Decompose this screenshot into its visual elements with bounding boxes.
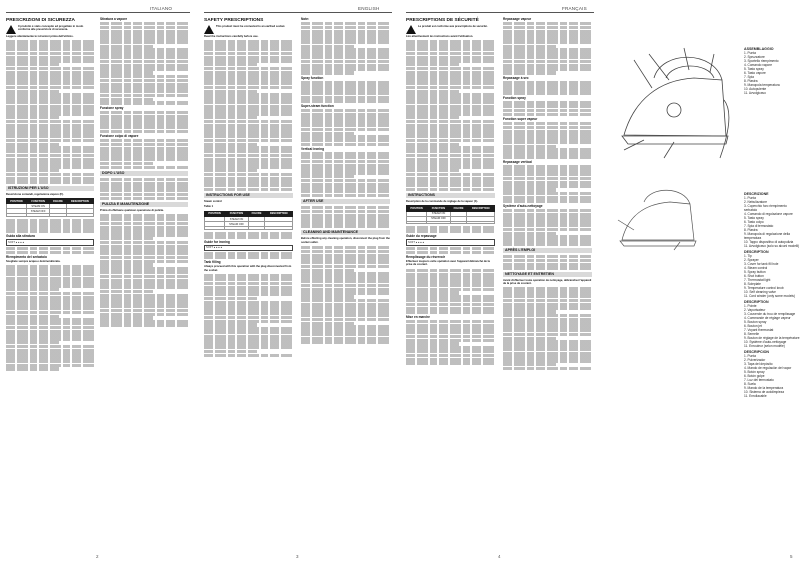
table-cell: [225, 227, 249, 229]
text-line: [406, 361, 495, 364]
text-line: [6, 230, 94, 233]
page-language-label: ITALIANO: [150, 6, 173, 11]
legend-heading: DESCRIZIONE: [744, 192, 769, 196]
column-right: [301, 16, 390, 551]
legend-item: 3. Couvercle du trou de remplissage: [744, 312, 796, 316]
section-title: Funzione spray: [100, 105, 124, 110]
legend-item: 11. Avvolgicavo (solo su alcuni modelli): [744, 244, 800, 248]
legend-item: 5. Tasto spray: [744, 67, 764, 71]
column-left: [6, 16, 94, 551]
text-line: [301, 225, 390, 228]
legend-item: 11. Avvolgicavo: [744, 91, 766, 95]
section-title: Système d'auto-nettoyage: [503, 203, 543, 208]
text-line: [503, 113, 592, 116]
legend-heading: DESCRIPTION: [744, 250, 769, 254]
paragraph-row: [204, 25, 293, 34]
table-header-cell: POSITION: [407, 206, 427, 211]
section-title: INSTRUCTIONS: [406, 193, 495, 198]
legend-item: 8. Semelle: [744, 332, 760, 336]
section-title: Spray function: [301, 75, 324, 80]
section-title: Repassage à sec: [503, 75, 529, 80]
column-right: [100, 16, 188, 551]
table-header-cell: POSITION: [205, 211, 225, 216]
legend-item: 6. Botón golpe: [744, 374, 765, 378]
section-title: DOPO L'USO: [100, 171, 188, 176]
legend-item: 10. Tappo dispositivo di autopulizia: [744, 240, 794, 244]
table-cell: STEAM OFF: [225, 222, 249, 227]
table-cell: STEAM OFF: [427, 216, 451, 221]
table-row: [7, 214, 94, 216]
legend-item: 11. Cord winder (only some models): [744, 294, 795, 298]
text-line: [406, 310, 495, 313]
legend-heading: DESCRIPCION: [744, 350, 769, 354]
section-title: Note:: [301, 17, 310, 21]
paragraph-row: [100, 209, 188, 213]
header-rule: [204, 12, 392, 13]
legend-item: 8. Suela: [744, 382, 756, 386]
legend-item: 5. Botón spray: [744, 370, 765, 374]
legend-item: 4. Mando de regulación del vapor: [744, 366, 792, 370]
section-title: Fonction spray: [503, 96, 526, 101]
table-cell: [26, 214, 49, 216]
header-rule: [6, 12, 190, 13]
table-cell: STEAM ON: [26, 204, 49, 209]
text-line: [100, 197, 188, 200]
legend-item: 2. Vaporisateur: [744, 308, 766, 312]
paragraph-row: [204, 35, 293, 39]
table-cell: [467, 222, 495, 224]
table-cell: [7, 214, 27, 216]
legend-item: 1. Tip: [744, 254, 752, 258]
section-title: Riempimento del serbatoio: [6, 254, 47, 259]
paragraph: Before effecting any cleaning operation, disconnect the plug from the socket outlet.: [301, 237, 390, 244]
legend-item: 10. Sistema de autolimpieza: [744, 390, 785, 394]
text-line: [204, 354, 293, 357]
warning-icon: [6, 25, 16, 34]
text-line: [301, 340, 390, 343]
text-line: [503, 266, 592, 269]
text-line: [204, 188, 293, 191]
page-illustration: [604, 0, 802, 567]
table-header-cell: FUNCTION: [427, 206, 451, 211]
page-number-right: 5: [790, 554, 793, 559]
table-header-cell: POSITION: [7, 198, 27, 203]
column-left: [406, 16, 495, 551]
table-header-cell: FIGURE: [248, 211, 265, 216]
table-cell: [427, 222, 451, 224]
page-language-label: FRANÇAIS: [562, 6, 587, 11]
legend-top: [744, 45, 800, 95]
paragraph-row: [204, 200, 293, 204]
steam-settings-table: [6, 198, 94, 217]
section-title: AFTER USE: [301, 199, 390, 204]
legend-item: 2. Spruzzatore: [744, 55, 765, 59]
legend-item: 8. Soleplate: [744, 282, 761, 286]
steam-settings-table: [406, 205, 495, 224]
table-header-cell: FUNCTION: [26, 198, 49, 203]
text-line: [204, 235, 293, 238]
page-english: [200, 0, 395, 567]
paragraph: Le produit est conforme aux prescriptions de sécurité.: [418, 25, 488, 28]
text-line: [100, 101, 188, 104]
section-title: ISTRUZIONI PER L'USO: [6, 186, 94, 191]
paragraph: Table 1: [204, 205, 214, 209]
text-line: [6, 180, 94, 183]
text-line: [301, 143, 390, 146]
steam-settings-table: [204, 211, 293, 230]
ironing-guide-key: SOFT ● ● ● ●: [6, 239, 94, 245]
legend-item: 9. Bouton de réglage de la température: [744, 336, 800, 340]
section-title: Mise en marche: [406, 314, 430, 319]
legend-item: 3. Coperchio foro riempimento serbatoio: [744, 204, 787, 212]
section-title: SAFETY PRESCRIPTIONS: [204, 18, 264, 23]
legend-item: 3. Sportello riempimento: [744, 59, 779, 63]
iron-cord: [720, 100, 729, 158]
legend-heading: ASSEMBLAGGIO: [744, 47, 774, 51]
paragraph-row: [503, 279, 592, 287]
legend-item: 5. Tasto spray: [744, 216, 764, 220]
section-title: INSTRUCTIONS FOR USE: [204, 193, 293, 198]
paragraph-row: [406, 200, 495, 204]
paragraph: This product must be connected to an earthed socket.: [216, 25, 286, 28]
legend-item: 1. Pointe: [744, 304, 757, 308]
paragraph: Description de la commande de réglage de la vapeur (1).: [406, 200, 478, 204]
legend-item: 9. Manopola di regolazione della temperatura: [744, 232, 790, 240]
section-title: Tank filling: [204, 260, 221, 265]
legend-item: 9. Manopola temperatura: [744, 83, 780, 87]
table-row: [205, 227, 293, 229]
section-title: Funzione colpo di vapore: [100, 134, 139, 139]
legend-item: 2. Sprayer: [744, 258, 759, 262]
legend-item: 5. Spray button: [744, 270, 766, 274]
section-title: Vertical ironing: [301, 147, 325, 152]
page-language-label: ENGLISH: [358, 6, 380, 11]
table-header-cell: DESCRIPTION: [265, 211, 293, 216]
paragraph: Descrizione comandi, regolazione vapore (F).: [6, 192, 64, 196]
section-title: Guide for ironing: [204, 239, 230, 244]
section-title: Super-steam function: [301, 103, 334, 108]
paragraph: Read the instructions carefully before use.: [204, 35, 259, 38]
text-line: [406, 188, 495, 191]
table-row: [407, 222, 495, 224]
paragraph-row: [204, 205, 293, 209]
header-rule: [406, 12, 594, 13]
paragraph: Steam control: [204, 200, 222, 204]
section-title: Guide du repassage: [406, 234, 437, 239]
text-line: [301, 194, 390, 197]
section-title: NETTOYAGE ET ENTRETIEN: [503, 272, 592, 277]
legend-item: 7. Spia: [744, 75, 754, 79]
paragraph-row: [406, 35, 495, 39]
legend-item: 4. Commande de réglage vapeur: [744, 316, 791, 320]
section-title: Fonction super vapeur: [503, 117, 538, 122]
text-line: [503, 199, 592, 202]
table-cell: [248, 227, 265, 229]
legend-item: 2. Pulverizador: [744, 358, 766, 362]
text-line: [100, 166, 188, 169]
column-right: [503, 16, 592, 551]
iron-illustration: [614, 40, 734, 170]
legend-item: 10. Self cleaning valve: [744, 290, 776, 294]
iron-handle: [654, 57, 722, 80]
legend-item: 5. Bouton spray: [744, 320, 767, 324]
paragraph: Leggere attentamente le istruzioni prima dell'utilizzo.: [6, 35, 74, 38]
legend-item: 7. Spia di termostato: [744, 224, 774, 228]
legend-descriptions: [744, 190, 800, 398]
temperature-knob: [667, 103, 681, 117]
warning-icon: [406, 25, 416, 34]
text-line: [204, 256, 293, 259]
table-header-cell: FIGURE: [450, 206, 467, 211]
table-cell: [407, 222, 427, 224]
paragraph-row: [6, 35, 94, 39]
page-italiano: [0, 0, 193, 567]
section-title: CLEANING AND MAINTENANCE: [301, 230, 390, 235]
text-line: [301, 71, 354, 74]
legend-item: 4. Comando di regolazione vapore: [744, 212, 793, 216]
table-cell: STEAM ON: [427, 211, 451, 216]
legend-item: 10. Système d'auto-nettoyage: [744, 340, 787, 344]
table-cell: STEAM ON: [225, 217, 249, 222]
table-cell: STEAM OFF: [26, 209, 49, 214]
legend-item: 2. Nebulizzatore: [744, 200, 768, 204]
legend-heading: DESCRIPTION: [744, 300, 769, 304]
legend-item: 6. Tasto colpo: [744, 220, 764, 224]
text-line: [301, 99, 390, 102]
iron-detail-illustration: [614, 180, 704, 260]
ironing-guide-key: SOFT ● ● ● ●: [406, 239, 495, 245]
legend-item: 4. Comando vapore: [744, 63, 772, 67]
legend-item: 3. Cover for tank fill hole: [744, 262, 779, 266]
paragraph: Scegliete sempre acqua e demineralizzata.: [6, 259, 61, 263]
page-number: 3: [296, 554, 299, 559]
text-line: [503, 156, 592, 159]
warning-icon: [204, 25, 214, 34]
section-title: Repassage vapeur: [503, 17, 532, 21]
text-line: [503, 92, 592, 95]
table-header-cell: DESCRIPTION: [467, 206, 495, 211]
table-cell: [265, 227, 293, 229]
text-line: [6, 251, 94, 254]
section-title: PRESCRIPTIONS DE SÉCURITÉ: [406, 18, 479, 23]
legend-item: 8. Piastra: [744, 228, 758, 232]
paragraph: Effectuez toujours cette opération avec l'appareil débranché de la prise de courant.: [406, 259, 490, 267]
section-title: Guida alla stiratura: [6, 234, 35, 239]
text-line: [503, 243, 592, 246]
paragraph-row: [406, 260, 495, 268]
table-cell: [66, 214, 93, 216]
table-cell: [205, 227, 225, 229]
section-title: APRÈS L'EMPLOI: [503, 248, 592, 253]
page-francais: [402, 0, 597, 567]
legend-item: 1. Punta: [744, 354, 756, 358]
legend-item: 6. Bouton jet: [744, 324, 762, 328]
table-cell: [450, 222, 467, 224]
page-number: 4: [498, 554, 501, 559]
section-title: PULIZIA E MANUTENZIONE: [100, 202, 188, 207]
paragraph-row: [204, 265, 293, 273]
section-title: Remplissage du réservoir: [406, 254, 445, 259]
legend-item: 4. Steam control: [744, 266, 768, 270]
column-left: [204, 16, 293, 551]
iron-handle-inner: [666, 66, 714, 78]
section-title: PRESCRIZIONI DI SICUREZZA: [6, 18, 76, 23]
legend-item: 9. Mando de la temperatura: [744, 386, 784, 390]
legend-item: 9. Temperature control knob: [744, 286, 784, 290]
legend-item: 6. Shot button: [744, 274, 764, 278]
table-header-cell: DESCRIPTION: [66, 198, 93, 203]
legend-item: 8. Piastra: [744, 79, 758, 83]
legend-item: 7. Voyant thermostat: [744, 328, 774, 332]
legend-item: 7. Thermostat light: [744, 278, 771, 282]
text-line: [6, 367, 59, 370]
legend-item: 1. Punta: [744, 196, 756, 200]
legend-item: 3. Tapa del depósito: [744, 362, 773, 366]
paragraph: Always proceed with this operation with the plug disconnected from the socket.: [204, 265, 292, 272]
legend-item: 11. Enrouleur (selon modèle): [744, 344, 785, 348]
iron-body-outline: [624, 78, 726, 136]
paragraph-row: [406, 25, 495, 34]
legend-item: 6. Tasto vapore: [744, 71, 766, 75]
legend-item: 11. Enrollacable: [744, 394, 767, 398]
page-number: 2: [96, 554, 99, 559]
paragraph: Lire attentivement les instructions avant l'utilisation.: [406, 35, 474, 38]
table-header-cell: FUNCTION: [225, 211, 249, 216]
text-line: [503, 71, 556, 74]
text-line: [406, 251, 495, 254]
section-title: Repassage vertical: [503, 160, 532, 165]
paragraph: Il prodotto è stato concepito ed progettato in modo conforme alle prescrizioni di sicurezza.: [18, 25, 84, 32]
table-cell: [50, 214, 66, 216]
paragraph-row: [6, 260, 94, 264]
section-title: Stiratura a vapore: [100, 17, 128, 21]
table-header-cell: FIGURE: [50, 198, 66, 203]
ironing-guide-key: SOFT ● ● ● ●: [204, 245, 293, 251]
text-line: [503, 367, 592, 370]
legend-item: 10. Autopulente: [744, 87, 767, 91]
text-line: [406, 230, 495, 233]
text-line: [100, 324, 188, 327]
legend-item: 7. Luz del termostato: [744, 378, 774, 382]
paragraph: Prima di effettuare qualsiasi operazione di pulizia.: [100, 208, 164, 212]
paragraph: Avant d'effectuer toute opération de nettoyage, débranchez l'appareil de la prise de courant.: [503, 278, 592, 286]
text-line: [100, 130, 188, 133]
paragraph-row: [6, 193, 94, 197]
legend-item: 1. Punta: [744, 51, 756, 55]
paragraph-row: [301, 237, 390, 245]
paragraph-row: [6, 25, 94, 34]
